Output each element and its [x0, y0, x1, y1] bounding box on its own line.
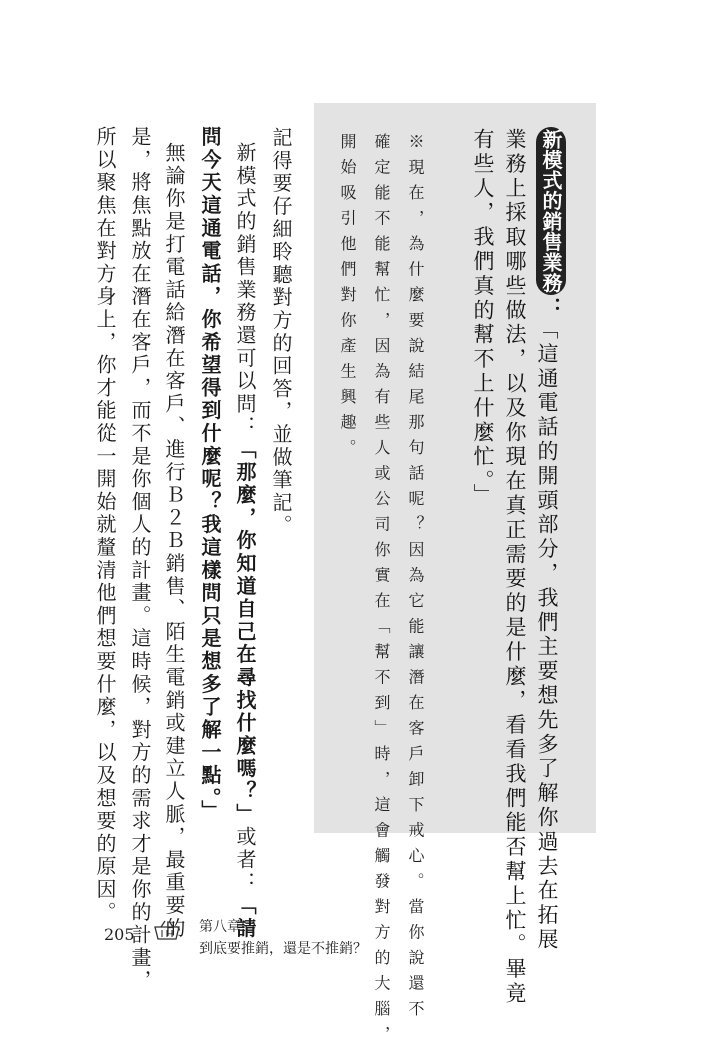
page-number: 205 — [104, 925, 135, 944]
body-line-4: 無論你是打電話給潛在客戶、進行Ｂ２Ｂ銷售、陌生電銷或建立人脈，最重要的 — [162, 142, 186, 940]
sidebar-note-line-1: ※現在，為什麼要說結尾那句話呢？因為它能讓潛在客戶卸下戒心。當你說還不 — [406, 133, 425, 1026]
sidebar-quote-line-2: 業務上採取哪些做法，以及你現在真正需要的是什麼，看看我們能否幫上忙。畢竟 — [503, 128, 527, 1007]
body-line-2-text-a: 新模式的銷售業務還可以問： — [233, 142, 257, 439]
sidebar-badge-colon: ： — [539, 297, 563, 317]
shopping-basket-icon — [152, 918, 182, 942]
body-line-3: 問今天這通電話，你希望得到什麼呢？我這樣問只是想多了解一點。」 — [198, 126, 222, 823]
sidebar-note-line-3: 開始吸引他們對你產生興趣。 — [338, 133, 357, 465]
body-line-6: 所以聚焦在對方身上，你才能從一開始就釐清他們想要什麼，以及想要的原因。 — [93, 126, 117, 924]
body-line-5: 是，將焦點放在潛在客戶，而不是你個人的計畫。這時候，對方的需求才是你的計畫， — [128, 126, 152, 993]
body-line-2 — [235, 142, 255, 940]
body-line-2-text-c: 或者： — [233, 826, 257, 895]
chapter-label: 第八章 — [199, 919, 241, 935]
sidebar-quote-line-3: 有些人，我們真的幫不上什麼忙。」 — [471, 128, 495, 508]
chapter-subtitle: 到底要推銷，還是不推銷？ — [199, 941, 367, 957]
body-line-2-quote: 「那麼，你知道自己在尋找什麼嗎？」 — [233, 438, 257, 827]
sidebar-note-line-2: 確定能不能幫忙，因為有些人或公司你實在「幫不到」時，這會觸發對方的大腦， — [372, 133, 391, 1051]
body-line-1: 記得要仔細聆聽對方的回答，並做筆記。 — [269, 127, 293, 538]
sidebar-badge: 新模式的銷售業務 — [536, 127, 566, 295]
body-line-2-quote-start: 「請 — [233, 894, 257, 941]
sidebar-quote-line-1: 「這通電話的開頭部分，我們主要想先多了解你過去在拓展 — [535, 318, 559, 953]
